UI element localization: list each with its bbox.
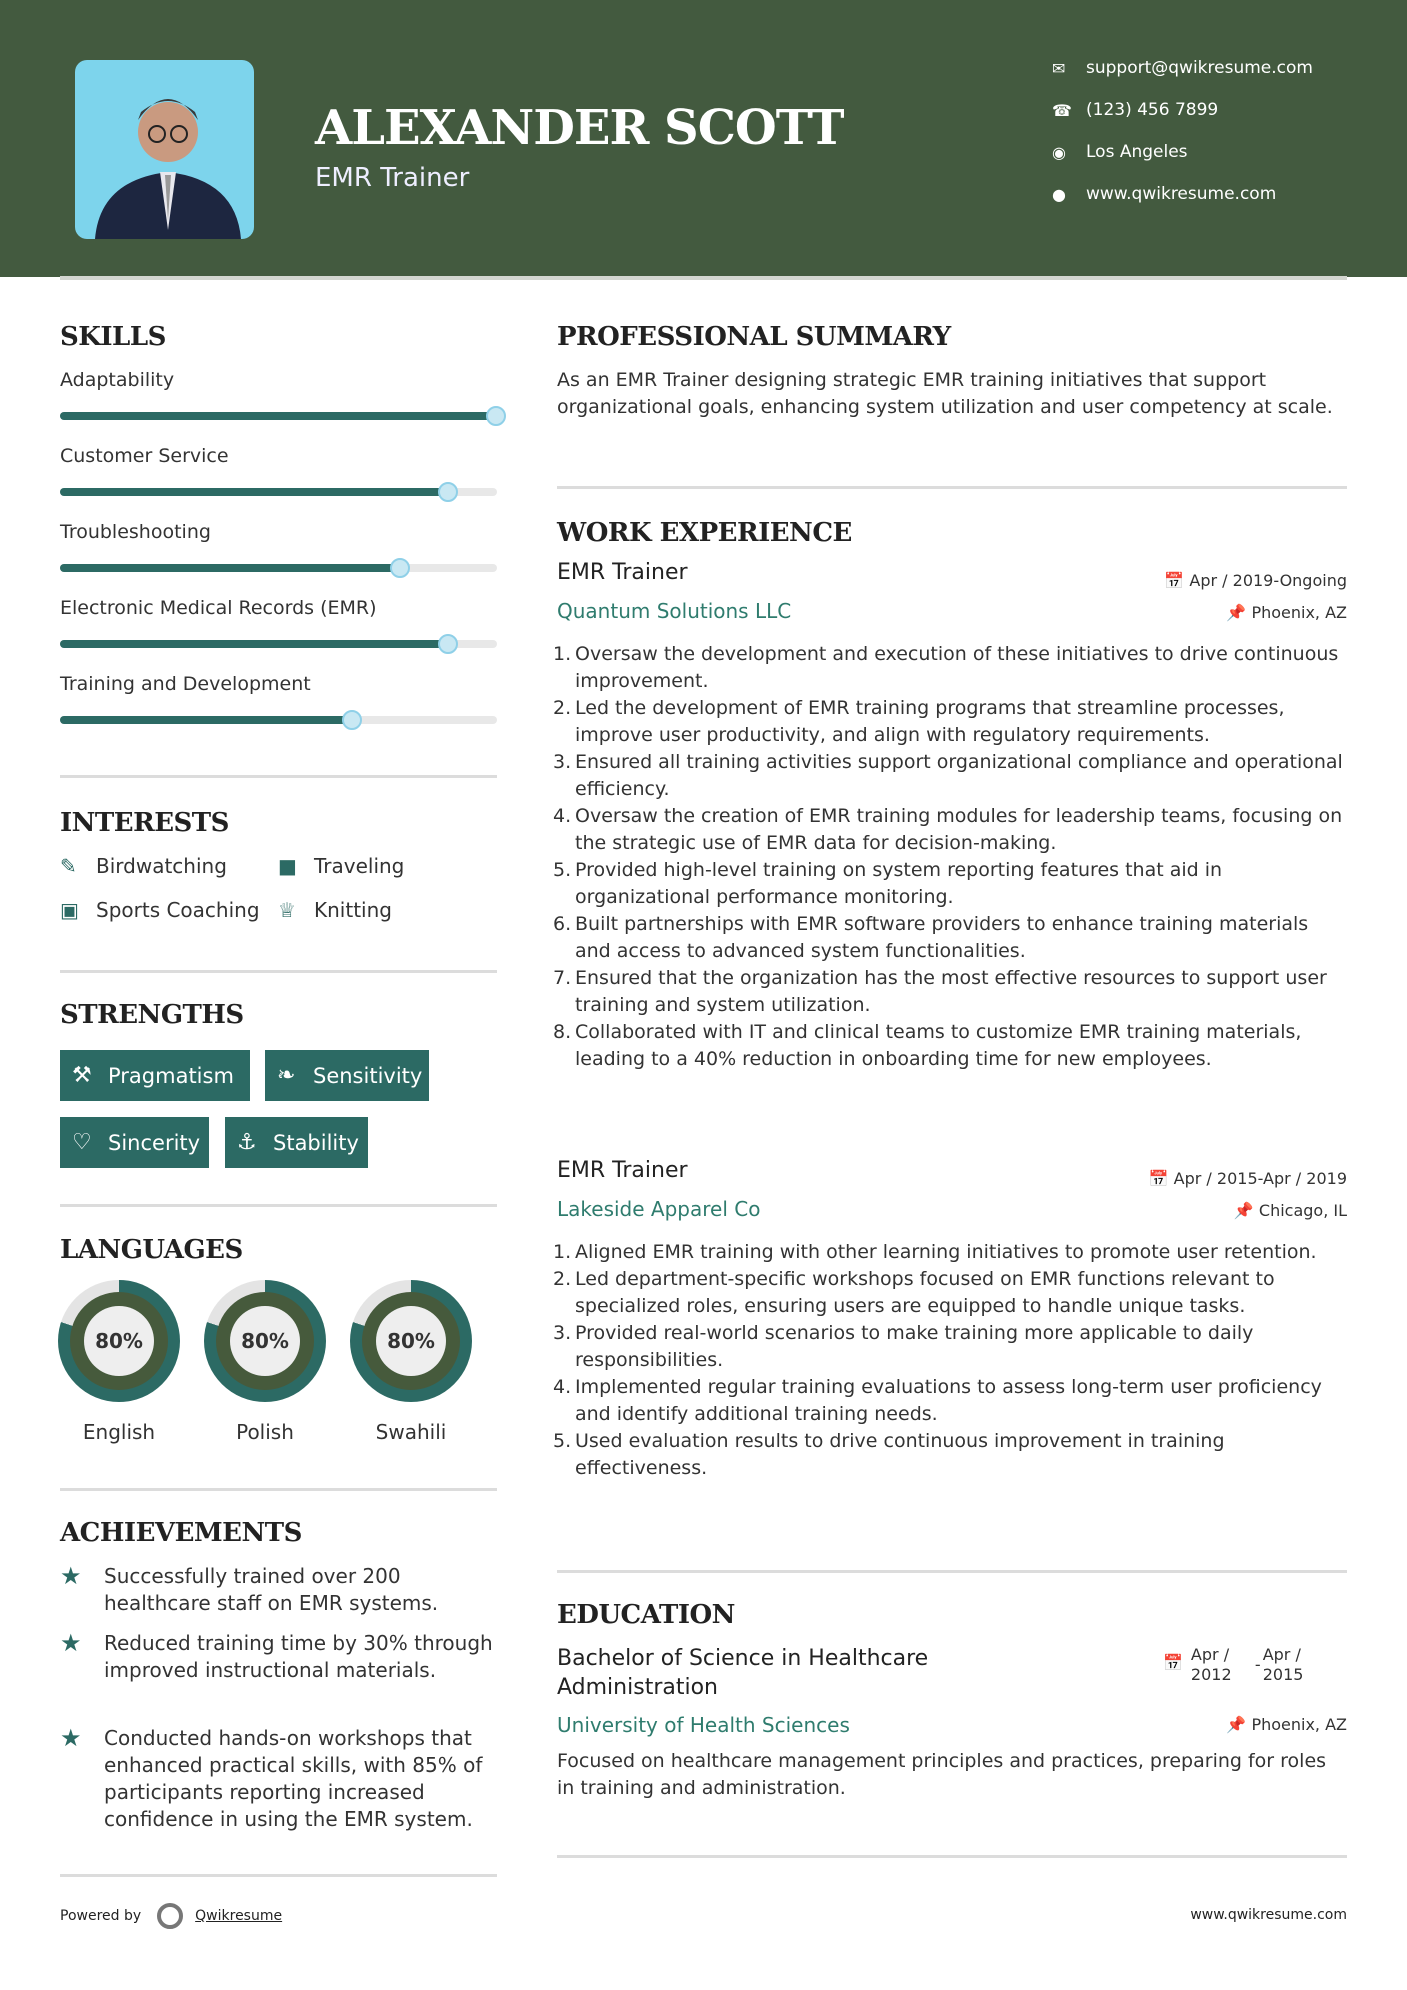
divider [557, 1855, 1347, 1858]
job-dates [1149, 1169, 1347, 1188]
skill-label: Training and Development [60, 673, 311, 695]
gavel-icon: ⚒ [72, 1063, 92, 1088]
responsibility-text: Implemented regular training evaluations to assess long-term user proficiency and identify additional training needs. [575, 1376, 1322, 1425]
contact-text: (123) 456 7899 [1086, 100, 1219, 120]
strengths-heading: STRENGTHS [60, 1000, 244, 1030]
education-description: Focused on healthcare management principles and practices, preparing for roles in training and administration. [557, 1750, 1327, 1799]
skill-bar-fill [60, 716, 353, 724]
skill-knob [438, 482, 458, 502]
responsibility-item: 8. Collaborated with IT and clinical teams to customize EMR training materials, leading to a 40% reduction in onboarding time for new employees. [553, 1021, 1302, 1070]
skill-label: Adaptability [60, 369, 175, 391]
responsibilities-list [553, 641, 1347, 1073]
skill-knob [342, 710, 362, 730]
responsibility-item: 3. Ensured all training activities support organizational compliance and operational efficiency. [553, 751, 1343, 800]
interest-label: Knitting [314, 898, 392, 922]
envelope-icon: ✉ [1052, 58, 1066, 78]
education-heading: EDUCATION [557, 1600, 735, 1630]
strength-chip [265, 1050, 429, 1101]
responsibilities-list [553, 1239, 1347, 1482]
divider [557, 486, 1347, 489]
responsibility-text: Provided high-level training on system reporting features that aid in organizational performance monitoring. [575, 859, 1223, 908]
strength-chip [60, 1117, 209, 1168]
achievement-text: Conducted hands-on workshops that enhanced practical skills, with 85% of participants reporting increased confidence in using the EMR system. [104, 1726, 483, 1831]
contact-text: support@qwikresume.com [1086, 58, 1313, 78]
company-name: Lakeside Apparel Co [557, 1197, 761, 1221]
responsibility-item: 5. Provided high-level training on system reporting features that aid in organizational performance monitoring. [553, 859, 1223, 908]
education-dates [1163, 1645, 1313, 1685]
responsibility-text: Collaborated with IT and clinical teams to customize EMR training materials, leading to a 40% reduction in onboarding time for new employees. [575, 1021, 1302, 1070]
summary-text: As an EMR Trainer designing strategic EMR training initiatives that support organizational goals, enhancing system utilization and user competency at scale. [557, 369, 1333, 418]
language-name: Swahili [375, 1420, 447, 1444]
experience-heading: WORK EXPERIENCE [557, 518, 852, 548]
language-donut [204, 1280, 326, 1402]
language-item [204, 1280, 326, 1444]
skill-bar-fill [60, 412, 497, 420]
language-item [58, 1280, 180, 1444]
responsibility-item: 6. Built partnerships with EMR software providers to enhance training materials and access to advanced system functionalities. [553, 913, 1309, 962]
company-name: Quantum Solutions LLC [557, 599, 792, 623]
pin-icon: 📌 [1226, 603, 1252, 622]
skills-heading: SKILLS [60, 322, 166, 352]
brand-link[interactable]: Qwikresume [195, 1908, 283, 1924]
responsibility-item: 5. Used evaluation results to drive continuous improvement in training effectiveness. [553, 1430, 1225, 1479]
school: University of Health Sciences [557, 1713, 850, 1737]
divider [60, 1488, 497, 1491]
skill-label: Customer Service [60, 445, 229, 467]
strength-label: Sensitivity [313, 1063, 423, 1088]
achievement-text: Reduced training time by 30% through improved instructional materials. [104, 1631, 493, 1682]
header-divider [60, 276, 1347, 280]
contact-item[interactable] [1052, 58, 1313, 78]
education-end: Apr / 2015 [1262, 1645, 1304, 1684]
anchor-icon: ⚓ [237, 1130, 257, 1155]
divider [60, 775, 497, 778]
pin-icon: 📌 [1233, 1201, 1259, 1220]
job-dates-text: Apr / 2019-Ongoing [1189, 571, 1347, 590]
job-location-text: Phoenix, AZ [1251, 603, 1347, 622]
language-percent: 80% [376, 1306, 446, 1376]
responsibility-item: 2. Led department-specific workshops focused on EMR functions relevant to specialized roles, ensuring users are equipped to handle unique tasks. [553, 1268, 1275, 1317]
interest-label: Traveling [314, 854, 405, 878]
calendar-icon: 📅 [1163, 1653, 1183, 1672]
candidate-name: ALEXANDER SCOTT [315, 100, 844, 156]
job-dates [1164, 571, 1347, 590]
divider [60, 1874, 497, 1877]
interest-item [60, 854, 227, 878]
contact-item[interactable] [1052, 142, 1188, 162]
star-icon: ★ [60, 1724, 82, 1752]
skill-bar [60, 412, 497, 420]
interest-item [60, 898, 260, 922]
language-donut [350, 1280, 472, 1402]
responsibility-text: Led department-specific workshops focused on EMR functions relevant to specialized roles, ensuring users are equipped to handle unique tasks. [575, 1268, 1275, 1317]
binoculars-icon: ■ [278, 854, 297, 878]
skill-label: Electronic Medical Records (EMR) [60, 597, 377, 619]
skill-label: Troubleshooting [60, 521, 211, 543]
responsibility-text: Ensured that the organization has the most effective resources to support user training and system utilization. [575, 967, 1327, 1016]
degree: Bachelor of Science in Healthcare Administration [557, 1646, 929, 1700]
globe-icon: ● [1052, 184, 1066, 204]
language-name: English [82, 1420, 156, 1444]
responsibility-item: 4. Implemented regular training evaluations to assess long-term user proficiency and identify additional training needs. [553, 1376, 1322, 1425]
skill-knob [486, 406, 506, 426]
job-position: EMR Trainer [557, 1158, 688, 1183]
responsibility-item: 4. Oversaw the creation of EMR training modules for leadership teams, focusing on the strategic use of EMR data for decision-making. [553, 805, 1343, 854]
contact-text: www.qwikresume.com [1086, 184, 1277, 204]
job-dates-text: Apr / 2015-Apr / 2019 [1173, 1169, 1347, 1188]
language-donut [58, 1280, 180, 1402]
map-marker-icon: ◉ [1052, 142, 1066, 162]
phone-icon: ☎ [1052, 100, 1072, 120]
edit-icon: ✎ [60, 854, 77, 878]
education-location-text: Phoenix, AZ [1251, 1715, 1347, 1734]
star-icon: ★ [60, 1629, 82, 1657]
education-start: Apr / 2012 [1190, 1645, 1232, 1684]
interests-heading: INTERESTS [60, 808, 229, 838]
trophy-icon: ♕ [278, 898, 296, 922]
achievement-item [60, 1725, 500, 1833]
divider [557, 1570, 1347, 1573]
skill-bar-fill [60, 488, 449, 496]
calendar-icon: 📅 [1164, 571, 1190, 590]
contact-item[interactable] [1052, 100, 1218, 120]
profile-photo [75, 60, 254, 239]
education-location [1226, 1715, 1347, 1734]
skill-knob [390, 558, 410, 578]
language-percent: 80% [84, 1306, 154, 1376]
qwikresume-logo-icon [157, 1903, 183, 1929]
skill-bar [60, 640, 497, 648]
interest-label: Sports Coaching [96, 898, 260, 922]
strength-chip [60, 1050, 250, 1101]
interest-label: Birdwatching [96, 854, 227, 878]
responsibility-text: Oversaw the development and execution of these initiatives to drive continuous improvement. [575, 643, 1339, 692]
strength-label: Sincerity [108, 1130, 201, 1155]
strength-label: Pragmatism [108, 1063, 234, 1088]
achievements-heading: ACHIEVEMENTS [60, 1518, 302, 1548]
skill-bar-fill [60, 640, 449, 648]
powered-by-label: Powered by [60, 1908, 142, 1924]
interest-item [278, 898, 392, 922]
contact-text: Los Angeles [1086, 142, 1188, 162]
responsibility-text: Ensured all training activities support organizational compliance and operational efficiency. [575, 751, 1343, 800]
job-position: EMR Trainer [557, 560, 688, 585]
responsibility-text: Provided real-world scenarios to make training more applicable to daily responsibilities. [575, 1322, 1254, 1371]
languages-heading: LANGUAGES [60, 1235, 243, 1265]
responsibility-item: 3. Provided real-world scenarios to make training more applicable to daily responsibilities. [553, 1322, 1254, 1371]
contact-item[interactable] [1052, 184, 1276, 204]
pin-icon: 📌 [1226, 1715, 1252, 1734]
language-name: Polish [236, 1420, 294, 1444]
achievement-item [60, 1563, 500, 1617]
achievement-item [60, 1630, 500, 1684]
job-title: EMR Trainer [315, 163, 470, 193]
skill-bar [60, 716, 497, 724]
responsibility-item: 1. Aligned EMR training with other learning initiatives to promote user retention. [553, 1241, 1317, 1263]
responsibility-text: Used evaluation results to drive continuous improvement in training effectiveness. [575, 1430, 1225, 1479]
footer-powered [60, 1903, 282, 1929]
divider [60, 970, 497, 973]
responsibility-text: Led the development of EMR training programs that streamline processes, improve user productivity, and align with regulatory requirements. [575, 697, 1285, 746]
footer-website[interactable]: www.qwikresume.com [1190, 1907, 1347, 1923]
skill-bar-fill [60, 564, 401, 572]
job-location-text: Chicago, IL [1258, 1201, 1347, 1220]
summary-heading: PROFESSIONAL SUMMARY [557, 322, 951, 352]
skill-knob [438, 634, 458, 654]
heart-icon: ♡ [72, 1130, 92, 1155]
divider [60, 1204, 497, 1207]
responsibility-text: Oversaw the creation of EMR training modules for leadership teams, focusing on the strategic use of EMR data for decision-making. [575, 805, 1343, 854]
responsibility-text: Aligned EMR training with other learning initiatives to promote user retention. [575, 1241, 1317, 1263]
briefcase-icon: ▣ [60, 898, 79, 922]
strength-chip [225, 1117, 368, 1168]
responsibility-item: 2. Led the development of EMR training programs that streamline processes, improve user productivity, and align with regulatory requirements. [553, 697, 1285, 746]
job-location [1226, 603, 1347, 622]
job-location [1234, 1201, 1347, 1220]
responsibility-text: Built partnerships with EMR software providers to enhance training materials and access to advanced system functionalities. [575, 913, 1309, 962]
strength-label: Stability [273, 1130, 359, 1155]
language-item [350, 1280, 472, 1444]
achievement-text: Successfully trained over 200 healthcare staff on EMR systems. [104, 1564, 439, 1615]
language-percent: 80% [230, 1306, 300, 1376]
responsibility-item: 1. Oversaw the development and execution of these initiatives to drive continuous improvement. [553, 643, 1339, 692]
star-icon: ★ [60, 1562, 82, 1590]
responsibility-item: 7. Ensured that the organization has the most effective resources to support user training and system utilization. [553, 967, 1327, 1016]
interest-item [278, 854, 404, 878]
skill-bar [60, 564, 497, 572]
date-separator: - [1254, 1655, 1261, 1674]
leaf-icon: ❧ [277, 1063, 296, 1088]
skill-bar [60, 488, 497, 496]
calendar-icon: 📅 [1148, 1169, 1174, 1188]
